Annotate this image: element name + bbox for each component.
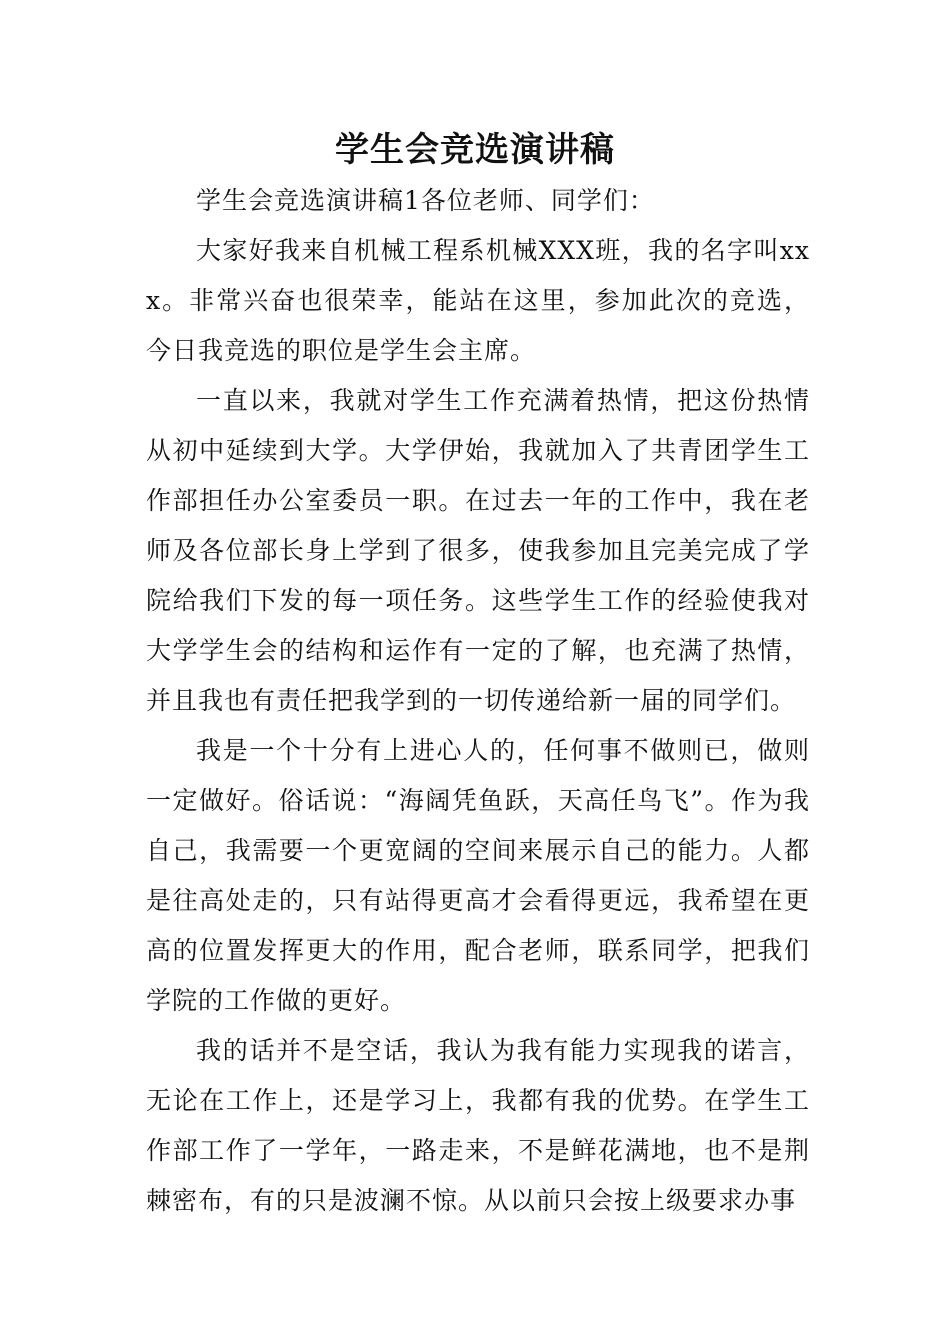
- document-body: [146, 176, 810, 1226]
- document-title: 学生会竞选演讲稿: [335, 130, 615, 170]
- paragraph-experience: 一直以来，我就对学生工作充满着热情，把这份热情从初中延续到大学。大学伊始，我就加入了共青团学生工作部担任办公室委员一职。在过去一年的工作中，我在老师及各位部长身上学到了很多，使我参加且完美完成了学院给我们下发的每一项任务。这些学生工作的经验使我对大学学生会的结构和运作有一定的了解，也充满了热情，并且我也有责任把我学到的一切传递给新一届的同学们。: [146, 386, 810, 715]
- paragraph-introduction: 大家好我来自机械工程系机械XXX班，我的名字叫xxx。非常兴奋也很荣幸，能站在这里，参加此次的竞选，今日我竞选的职位是学生会主席。: [146, 236, 810, 365]
- paragraph-greeting: 学生会竞选演讲稿1各位老师、同学们：: [196, 186, 655, 215]
- paragraph-ambition: 我是一个十分有上进心人的，任何事不做则已，做则一定做好。俗话说：“海阔凭鱼跃，天高任鸟飞”。作为我自己，我需要一个更宽阔的空间来展示自己的能力。人都是往高处走的，只有站得更高才会看得更远，我希望在更高的位置发挥更大的作用，配合老师，联系同学，把我们学院的工作做的更好。: [146, 736, 810, 1015]
- paragraph-commitment: 我的话并不是空话，我认为我有能力实现我的诺言，无论在工作上，还是学习上，我都有我的优势。在学生工作部工作了一学年，一路走来，不是鲜花满地，也不是荆棘密布，有的只是波澜不惊。从以前只会按上级要求办事: [146, 1036, 810, 1215]
